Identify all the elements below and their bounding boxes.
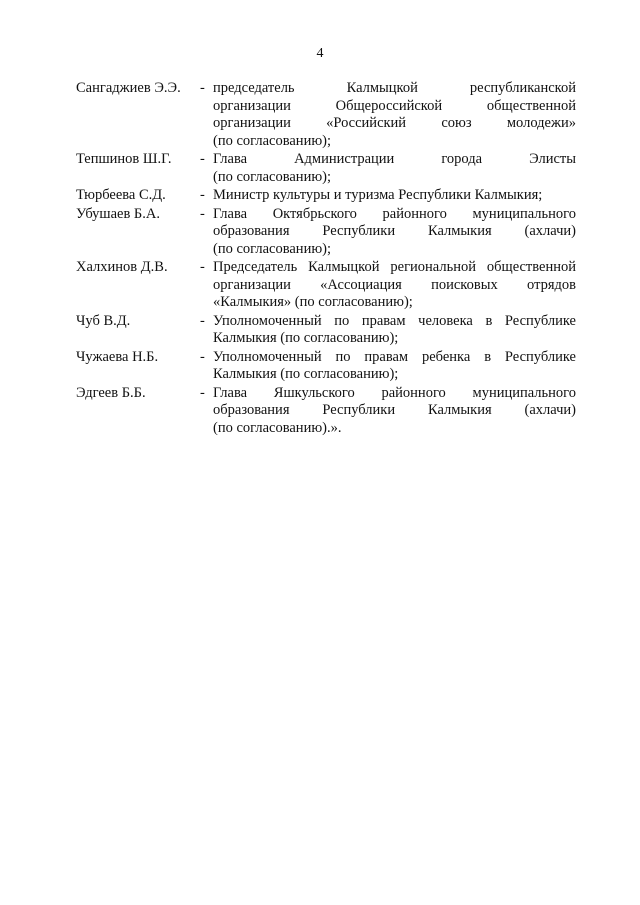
position-line: «Калмыкия» (по согласованию);: [213, 294, 413, 310]
member-name: Убушаев Б.А.: [76, 205, 160, 222]
dash-separator: -: [200, 348, 205, 365]
position-line: (по согласованию);: [213, 168, 332, 185]
position-line: (по согласованию);: [213, 132, 332, 149]
member-position: [213, 206, 576, 259]
position-line: Глава Яшкульского районного муниципального: [213, 384, 576, 401]
position-line: (по согласованию).».: [213, 419, 342, 436]
position-line: Калмыкия (по согласованию);: [213, 366, 399, 382]
position-line: Министр культуры и туризма Республики Калмыкия;: [213, 187, 543, 203]
dash-separator: -: [200, 205, 205, 222]
position-line: председатель Калмыцкой республиканской: [213, 80, 576, 96]
member-position: [213, 187, 576, 205]
position-line: Глава Администрации города Элисты: [213, 151, 576, 167]
list-item: [76, 385, 576, 438]
dash-separator: -: [200, 312, 205, 329]
member-position: [213, 151, 576, 186]
position-line: образования Республики Калмыкия (ахлачи): [213, 402, 576, 418]
position-line: организации «Ассоциация поисковых отрядов: [213, 276, 576, 293]
member-position: [213, 259, 576, 312]
dash-separator: -: [200, 259, 205, 275]
member-position: [213, 313, 576, 348]
member-name: Тюрбеева С.Д.: [76, 187, 166, 203]
member-name: Сангаджиев Э.Э.: [76, 80, 181, 96]
dash-separator: -: [200, 384, 205, 401]
member-name: Чужаева Н.Б.: [76, 348, 159, 365]
member-name: Тепшинов Ш.Г.: [76, 151, 172, 167]
list-item: [76, 349, 576, 384]
list-item: [76, 206, 576, 259]
dash-separator: -: [200, 151, 205, 167]
position-line: Калмыкия (по согласованию);: [213, 330, 399, 346]
position-line: (по согласованию);: [213, 240, 332, 257]
member-name: Чуб В.Д.: [76, 312, 131, 329]
position-line: Глава Октябрьского районного муниципального: [213, 205, 576, 222]
list-item: [76, 187, 576, 205]
dash-separator: -: [200, 187, 205, 203]
list-item: [76, 259, 576, 312]
list-item: [76, 151, 576, 186]
position-line: образования Республики Калмыкия (ахлачи): [213, 223, 576, 239]
member-position: [213, 80, 576, 150]
dash-separator: -: [200, 80, 205, 96]
member-name: Халхинов Д.В.: [76, 259, 168, 275]
member-name: Эдгеев Б.Б.: [76, 384, 146, 401]
position-line: Уполномоченный по правам человека в Республике: [213, 312, 576, 329]
position-line: организации «Российский союз молодежи»: [213, 115, 576, 131]
position-line: Председатель Калмыцкой региональной общественной: [213, 259, 576, 275]
member-position: [213, 385, 576, 438]
position-line: Уполномоченный по правам ребенка в Республике: [213, 348, 576, 365]
list-item: [76, 80, 576, 150]
member-list: [76, 80, 576, 438]
member-position: [213, 349, 576, 384]
page-number: 4: [316, 46, 324, 61]
position-line: организации Общероссийской общественной: [213, 97, 576, 114]
list-item: [76, 313, 576, 348]
